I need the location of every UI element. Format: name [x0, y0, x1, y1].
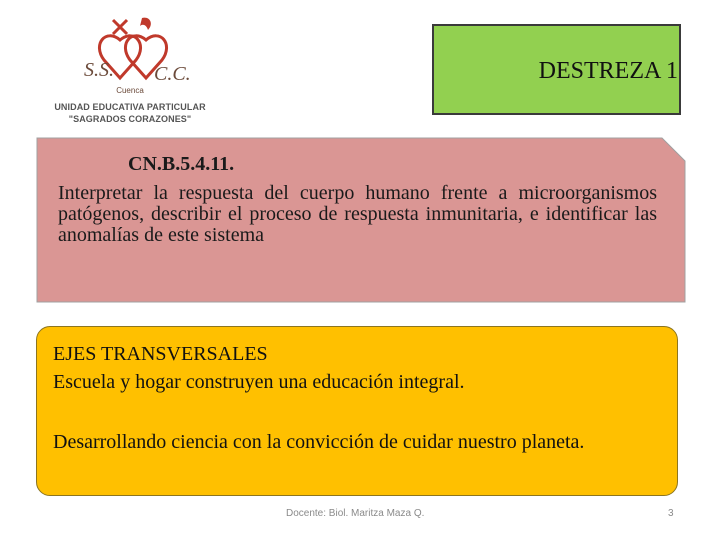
skill-description-box — [36, 137, 686, 303]
skill-description: Interpretar la respuesta del cuerpo humano frente a microorganismos patógenos, describir el proceso de respuesta inmunitaria, e identificar las anomalías de este sistema — [58, 182, 657, 246]
school-logo — [50, 10, 210, 130]
school-name-line2: "SAGRADOS CORAZONES" — [68, 114, 192, 124]
footer-teacher: Docente: Biol. Maritza Maza Q. — [286, 508, 425, 519]
transversal-axes-box — [36, 326, 678, 496]
page-number: 3 — [668, 508, 674, 519]
skill-code: CN.B.5.4.11. — [128, 153, 235, 175]
school-name-line1: UNIDAD EDUCATIVA PARTICULAR — [54, 102, 206, 112]
logo-initials-right: C.C. — [154, 63, 191, 85]
axes-title: EJES TRANSVERSALES — [53, 343, 268, 365]
axes-item-2: Desarrollando ciencia con la convicción de cuidar nuestro planeta. — [53, 431, 585, 453]
logo-city: Cuenca — [116, 86, 144, 95]
axes-item-1: Escuela y hogar construyen una educación integral. — [53, 371, 465, 393]
skill-badge-label: DESTREZA 1 — [538, 58, 678, 84]
logo-initials-left: S.S. — [84, 59, 114, 81]
skill-badge — [432, 24, 681, 115]
